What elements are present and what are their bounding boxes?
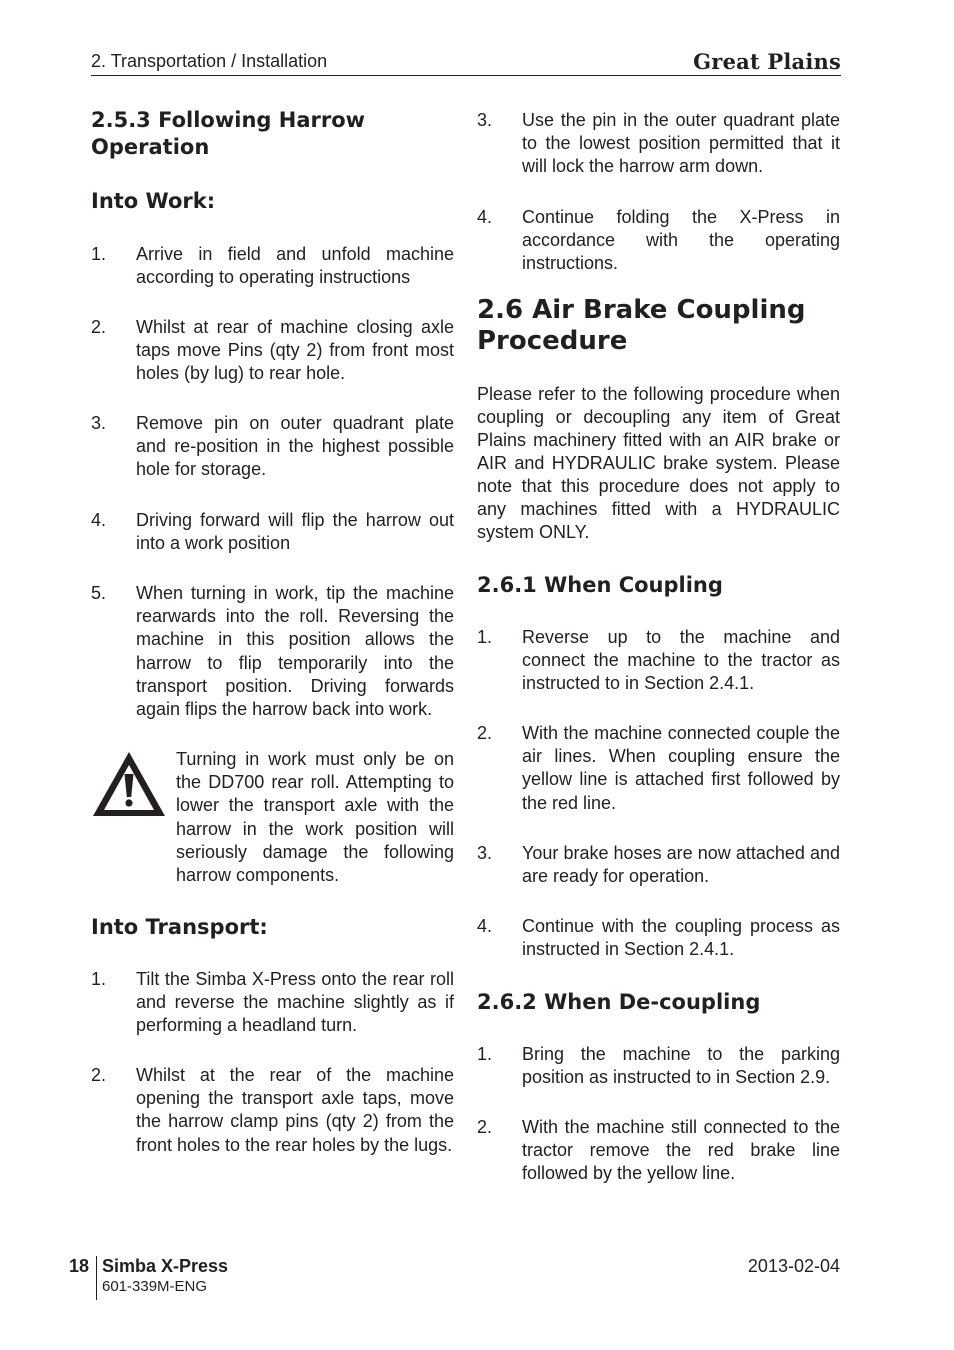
list-item	[477, 626, 840, 696]
list-text: With the machine still connected to the tractor remove the red brake line followed by the yellow line.	[522, 1117, 840, 1184]
section-heading-2-6: 2.6 Air Brake Coupling Procedure	[477, 295, 806, 356]
header-rule	[91, 75, 841, 76]
list-number: 3.	[91, 413, 107, 433]
list-number: 2.	[477, 1117, 493, 1137]
list-number: 1.	[91, 969, 107, 989]
list-item	[477, 842, 840, 888]
warning-triangle-icon	[91, 750, 167, 818]
list-text: When turning in work, tip the machine rearwards into the roll. Reversing the machine in this position allows the harrow to flip temporarily into the transport position. Driving forwards again flips the harrow back into work.	[136, 583, 454, 720]
list-number: 1.	[477, 627, 493, 647]
brand-logo-text: Great Plains	[693, 49, 841, 74]
when-coupling-heading: 2.6.1 When Coupling	[477, 573, 723, 597]
list-number: 4.	[477, 916, 493, 936]
list-text: Continue with the coupling process as instructed in Section 2.4.1.	[522, 916, 840, 960]
into-transport-heading: Into Transport:	[91, 915, 268, 939]
list-item	[91, 509, 454, 555]
list-item	[91, 243, 454, 289]
warning-callout	[91, 748, 454, 888]
footer-product-title: Simba X-Press	[102, 1256, 229, 1276]
list-text: Driving forward will flip the harrow out into a work position	[136, 510, 454, 554]
page-number: 18	[69, 1256, 90, 1276]
intro-paragraph: Please refer to the following procedure when coupling or decoupling any item of Great Plains machinery fitted with an AIR brake or AIR and HYDRAULIC brake system. Please note that this procedure does not apply to any machines fitted with a HYDRAULIC system ONLY.	[477, 384, 840, 542]
list-item	[91, 968, 454, 1038]
list-item	[477, 206, 840, 276]
list-text: Whilst at the rear of the machine opening the transport axle taps, move the harrow clamp pins (qty 2) from the front holes to the rear holes by the lugs.	[136, 1065, 454, 1155]
list-number: 2.	[477, 723, 493, 743]
running-header-section: 2. Transportation / Installation	[91, 51, 328, 71]
list-text: Use the pin in the outer quadrant plate to the lowest position permitted that it will lock the harrow arm down.	[522, 110, 840, 177]
list-number: 2.	[91, 1065, 107, 1085]
list-item	[91, 1064, 454, 1157]
list-number: 1.	[91, 244, 107, 264]
into-work-heading: Into Work:	[91, 189, 216, 213]
list-item	[477, 1043, 840, 1089]
list-number: 5.	[91, 583, 107, 603]
footer-document-code: 601-339M-ENG	[102, 1278, 208, 1295]
list-text: Arrive in field and unfold machine according to operating instructions	[136, 244, 454, 288]
section-heading-2-5-3: 2.5.3 Following Harrow Operation	[91, 108, 366, 159]
list-item	[477, 109, 840, 179]
when-decoupling-heading: 2.6.2 When De-coupling	[477, 990, 761, 1014]
list-number: 1.	[477, 1044, 493, 1064]
list-item	[477, 915, 840, 961]
list-item	[477, 722, 840, 815]
list-text: Your brake hoses are now attached and are ready for operation.	[522, 843, 840, 887]
list-number: 3.	[477, 843, 493, 863]
warning-text: Turning in work must only be on the DD700 rear roll. Attempting to lower the transport axle with the harrow in the work position will seriously damage the following harrow components.	[176, 749, 454, 886]
footer-date: 2013-02-04	[747, 1256, 840, 1276]
list-number: 4.	[477, 207, 493, 227]
list-text: Tilt the Simba X-Press onto the rear roll and reverse the machine slightly as if performing a headland turn.	[136, 969, 454, 1036]
list-item	[91, 582, 454, 721]
list-text: Remove pin on outer quadrant plate and re-position in the highest possible hole for storage.	[136, 413, 454, 480]
list-text: Continue folding the X-Press in accordance with the operating instructions.	[522, 207, 840, 274]
list-number: 4.	[91, 510, 107, 530]
footer-divider	[96, 1256, 97, 1300]
list-text: Bring the machine to the parking position as instructed to in Section 2.9.	[522, 1044, 840, 1088]
list-number: 2.	[91, 317, 107, 337]
list-item	[91, 316, 454, 386]
list-text: Reverse up to the machine and connect the machine to the tractor as instructed to in Section 2.4.1.	[522, 627, 840, 694]
list-number: 3.	[477, 110, 493, 130]
list-text: Whilst at rear of machine closing axle taps move Pins (qty 2) from front most holes (by lug) to rear hole.	[136, 317, 454, 384]
list-text: With the machine connected couple the air lines. When coupling ensure the yellow line is attached first followed by the red line.	[522, 723, 840, 813]
list-item	[91, 412, 454, 482]
list-item	[477, 1116, 840, 1186]
